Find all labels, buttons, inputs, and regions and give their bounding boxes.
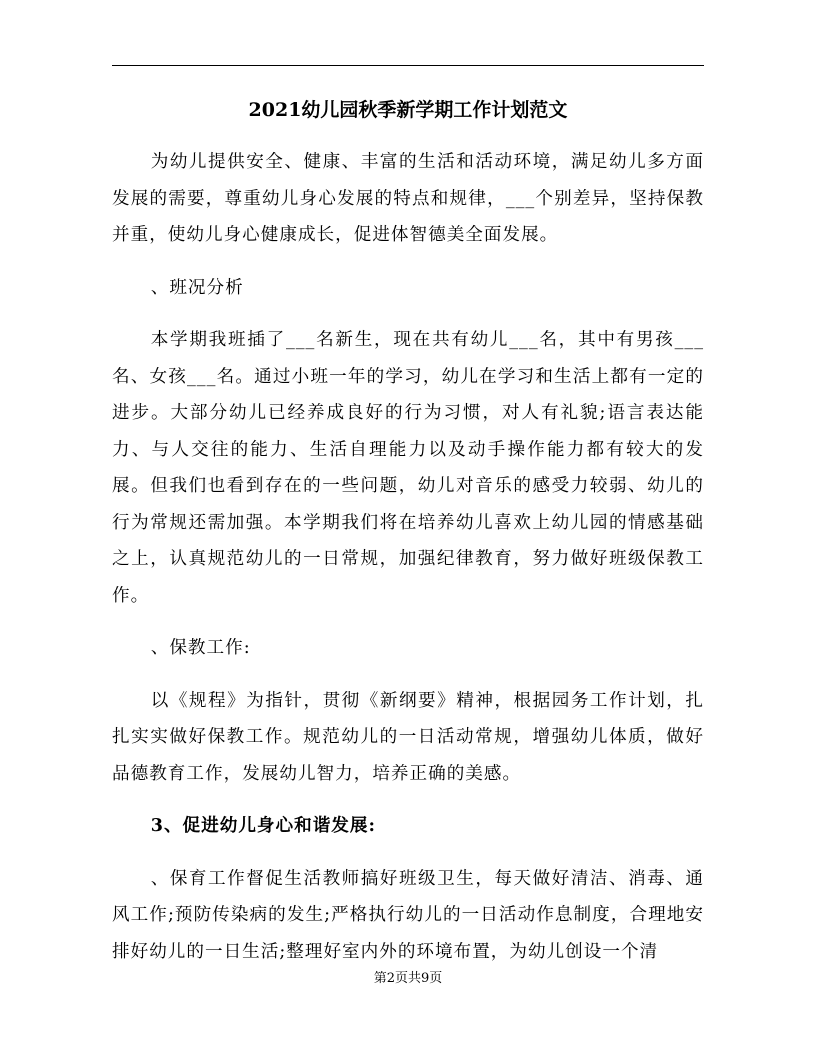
document-title: 2021幼儿园秋季新学期工作计划范文 [248,99,568,121]
header-rule [112,65,704,66]
childcare-paragraph: 、保育工作督促生活教师搞好班级卫生，每天做好清洁、消毒、通风工作;预防传染病的发生;严格执行幼儿的一日活动作息制度，合理地安排好幼儿的一日生活;整理好室内外的环境布置，为幼儿创设一个清 [112,868,704,962]
page-number: 第2页共9页 [373,971,443,986]
intro-paragraph: 为幼儿提供安全、健康、丰富的生活和活动环境，满足幼儿多方面发展的需要，尊重幼儿身心发展的特点和规律，___个别差异，坚持保教并重，使幼儿身心健康成长，促进体智德美全面发展。 [112,152,704,245]
section-heading-class-analysis: 、班况分析 [150,277,244,298]
class-analysis-paragraph: 本学期我班插了___名新生，现在共有幼儿___名，其中有男孩___名、女孩___名。通过小班一年的学习，幼儿在学习和生活上都有一定的进步。大部分幼儿已经养成良好的行为习惯，对人有礼貌;语言表达能力、与人交往的能力、生活自理能力以及动手操作能力都有较大的发展。但我们也看到存在的一些问题，幼儿对音乐的感受力较弱、幼儿的行为常规还需加强。本学期我们将在培养幼儿喜欢上幼儿园的情感基础之上，认真规范幼儿的一日常规，加强纪律教育，努力做好班级保教工作。 [112,330,704,606]
section-heading-development: 3、促进幼儿身心和谐发展: [150,815,376,836]
document-body [112,144,704,970]
care-education-paragraph: 以《规程》为指针，贯彻《新纲要》精神，根据园务工作计划，扎扎实实做好保教工作。规范幼儿的一日活动常规，增强幼儿体质，做好品德教育工作，发展幼儿智力，培养正确的美感。 [112,690,704,784]
section-heading-care-education: 、保教工作: [150,638,251,658]
